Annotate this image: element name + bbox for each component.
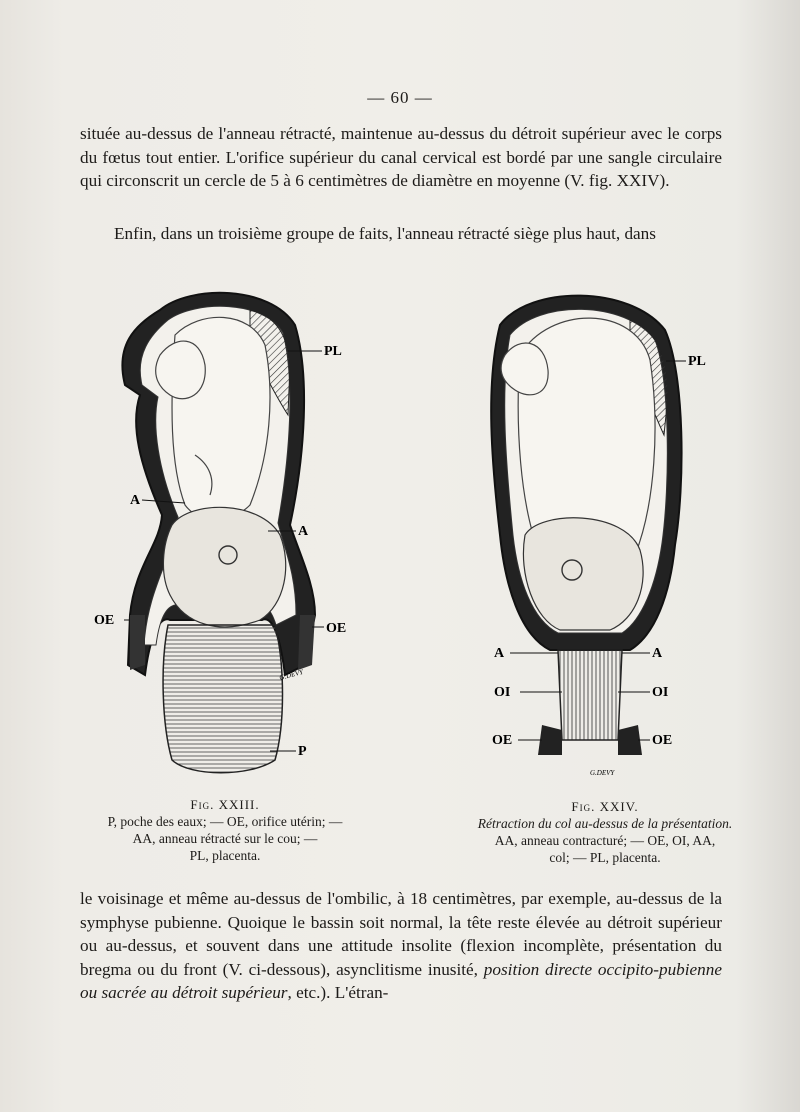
figure-24-caption-line: col; — PL, placenta. (549, 850, 661, 865)
signature-24: G.DEVY (590, 769, 615, 777)
figure-24-title: Fig. XXIV. (571, 799, 639, 814)
fetus-head-24 (523, 518, 643, 630)
label-pl: PL (324, 344, 342, 359)
label-a-right-24: A (652, 646, 663, 661)
label-oi-right: OI (652, 685, 669, 700)
label-a-right: A (298, 524, 309, 539)
figure-23-title: Fig. XXIII. (190, 797, 260, 812)
page-number: — 60 — (367, 88, 433, 107)
label-a-left-24: A (494, 646, 505, 661)
figure-23-caption (70, 796, 380, 864)
figure-23-caption-line: P, poche des eaux; — OE, orifice utérin; — (107, 814, 343, 829)
paragraph-3-italic: position directe occipito-pubienne ou sacrée au détroit supérieur (80, 959, 722, 1002)
paragraph-3-main: le voisinage et même au-dessus de l'ombilic, à 18 centimètres, par exemple, au-dessus de la symphyse pubienne. Quoique le bassin soit normal, la tête reste élevée au détroit supérieur ou au-dessus, et souvent dans une attitude insolite (flexion incomplète, présentation du bregma ou du front (V. ci-dessous), asynclitisme inusité, (80, 889, 722, 979)
figure-23-caption-line: PL, placenta. (189, 848, 261, 863)
paragraph-2: Enfin, dans un troisième groupe de faits, l'anneau rétracté siège plus haut, dans (114, 224, 656, 243)
paragraph-3 (80, 887, 722, 1005)
figure-23-drawing (94, 285, 360, 795)
water-pouch (163, 625, 282, 773)
figure-24-drawing (470, 285, 710, 795)
figure-24-illustration (470, 285, 710, 795)
label-oe-right-24: OE (652, 733, 673, 748)
signature: G.DEVY (278, 667, 305, 682)
figure-23-caption-line: AA, anneau rétracté sur le cou; — (132, 831, 318, 846)
figure-24-subtitle: Rétraction du col au-dessus de la présentation. (477, 816, 733, 831)
figure-24-caption (440, 798, 770, 866)
fetus-head (163, 507, 285, 627)
label-pl-24: PL (688, 354, 706, 369)
label-oe-right: OE (326, 621, 347, 636)
figure-24-caption-line: AA, anneau contracturé; — OE, OI, AA, (494, 833, 716, 848)
label-oe-left-24: OE (492, 733, 513, 748)
paragraph-1: située au-dessus de l'anneau rétracté, maintenue au-dessus du détroit supérieur avec le corps du fœtus tout entier. L'orifice supérieur du canal cervical est bordé par une sangle circulaire qui circonscrit un cercle de 5 à 6 centimètres de diamètre en moyenne (V. fig. XXIV). (80, 124, 722, 190)
label-a-left: A (130, 493, 141, 508)
paragraph-3-end: , etc.). L'étran- (287, 983, 389, 1002)
cervix-tube (558, 650, 622, 740)
label-p: P (298, 744, 307, 759)
figure-23-illustration (94, 285, 360, 795)
label-oi-left: OI (494, 685, 511, 700)
label-oe-left: OE (94, 613, 115, 628)
